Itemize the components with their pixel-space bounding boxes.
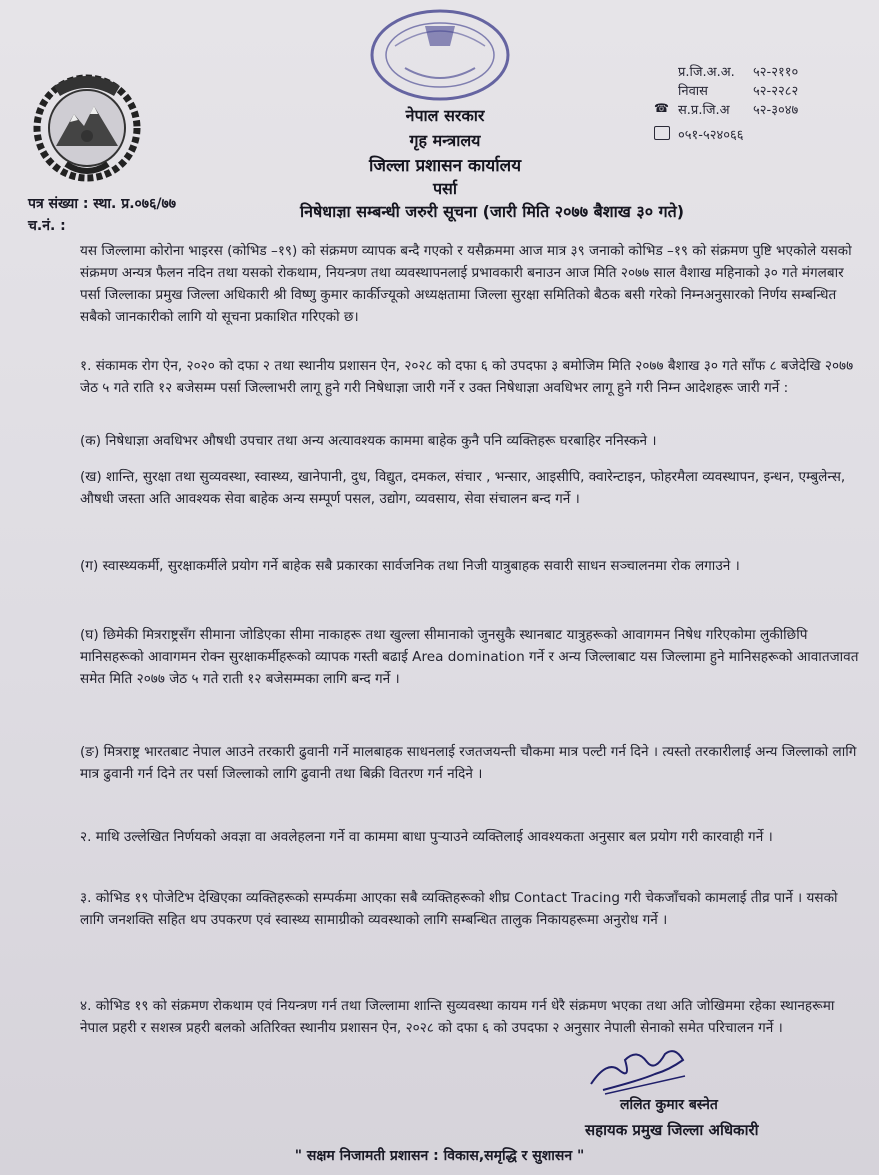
decision-1-kha: (ख) शान्ति, सुरक्षा तथा सुव्यवस्था, स्वास्थ्य, खानेपानी, दुध, विद्युत, दमकल, संचार , भन्सार, आइसीपि, क्वारेन्टाइन, फोहरमैला व्यवस्थापन, इन्धन, एम्बुलेन्स, औषधी जस्ता अति आवश्यक सेवा बाहेक अन्य सम्पूर्ण पसल, उद्योग, व्यवसाय, सेवा संचालन बन्द गर्ने । <box>80 469 846 507</box>
decision-2: २. माथि उल्लेखित निर्णयको अवज्ञा वा अवलेहलना गर्ने वा काममा बाधा पुर्‍याउने व्यक्तिलाई आवश्यकता अनुसार बल प्रयोग गरी कारवाही गर्ने । <box>80 829 773 845</box>
signatory-title: सहायक प्रमुख जिल्ला अधिकारी <box>585 1121 759 1139</box>
phone-icon: ☎ <box>654 101 669 115</box>
decision-4: ४. कोभिड १९ को संक्रमण रोकथाम एवं नियन्त्रण गर्न तथा जिल्लामा शान्ति सुव्यवस्था कायम गर्न धेरै संक्रमण भएका तथा अति जोखिममा रहेका स्थानहरूमा नेपाल प्रहरी र सशस्त्र प्रहरी बलको अतिरिक्त स्थानीय प्रशासन ऐन, २०२८ को दफा ६ को उपदफा २ अनुसार नेपाली सेनाको समेत परिचालन गर्ने । <box>80 998 835 1036</box>
intro-paragraph: यस जिल्लामा कोरोना भाइरस (कोभिड –१९) को संक्रमण व्यापक बन्दै गएको र यसैक्रममा आज मात्र ३९ जनाको कोभिड –१९ को संक्रमण पुष्टि भएकोले यसको संक्रमण अन्यत्र फैलन नदिन तथा यसको रोकथाम, नियन्त्रण तथा व्यवस्थापनलाई प्रभावकारी बनाउन आज मिति २०७७ साल वैशाख महिनाको ३० गते मंगलबार पर्सा जिल्लाका प्रमुख जिल्ला अधिकारी श्री विष्णु कुमार कार्कीज्यूको अध्यक्षतामा जिल्ला सुरक्षा समितिको बैठक बसी गरेको निम्नअनुसारको निर्णय सम्बन्धित सबैको जानकारीको लागि यो सूचना प्रकाशित गरिएको छ। <box>80 243 852 325</box>
decision-1-ka: (क) निषेधाज्ञा अवधिभर औषधी उपचार तथा अन्य अत्यावश्यक काममा बाहेक कुनै पनि व्यक्तिहरू घरबाहिर ननिस्कने । <box>80 433 657 449</box>
footer-motto: " सक्षम निजामती प्रशासन : विकास,समृद्धि र सुशासन " <box>294 1148 585 1164</box>
decision-1-gha: (घ) छिमेकी मित्रराष्ट्रसँग सीमाना जोडिएका सीमा नाकाहरू तथा खुल्ला सीमानाको जुनसुकै स्थानबाट यात्रुहरूको आवागमन निषेध गरिएकोमा लुकीछिपि मानिसहरूको आवागमन रोक्न सुरक्षाकर्मीहरूको व्यापक गस्ती बढाई Area domination गर्ने र अन्य जिल्लाबाट यस जिल्लामा हुने मानिसहरूको आवातजावत समेत मिति २०७७ जेठ ५ गते राती १२ बजेसम्मका लागि बन्द गर्ने । <box>80 627 859 687</box>
header-ministry: गृह मन्त्रालय <box>409 131 481 150</box>
header-office: जिल्ला प्रशासन कार्यालय <box>368 156 522 176</box>
dispatch-number: च.नं. : <box>28 218 66 234</box>
fax-icon <box>654 126 670 140</box>
handwritten-signature <box>585 1040 695 1100</box>
letter-number: पत्र संख्या : स्था. प्र.०७६/७७ <box>28 196 177 212</box>
notice-title: निषेधाज्ञा सम्बन्धी जरुरी सूचना (जारी मिति २०७७ बैशाख ३० गते) <box>300 202 685 221</box>
decision-1: १. संकामक रोग ऐन, २०२० को दफा २ तथा स्थानीय प्रशासन ऐन, २०२८ को दफा ६ को उपदफा ३ बमोजिम मिति २०७७ बैशाख ३० गते साँफ ८ बजेदेखि २०७७ जेठ ५ गते राति १२ बजेसम्म पर्सा जिल्लाभरी लागू हुने गरी निषेधाज्ञा जारी गर्ने र उक्त निषेधाज्ञा अवधिभर लागू हुने गरी निम्न आदेशहरू जारी गर्ने : <box>80 358 854 396</box>
decision-3: ३. कोभिड १९ पोजेटिभ देखिएका व्यक्तिहरूको सम्पर्कमा आएका सबै व्यक्तिहरूको शीघ्र Contact Tracing गरी चेकजाँचको कामलाई तीव्र पार्ने । यसको लागि जनशक्ति सहित थप उपकरण एवं स्वास्थ्य सामाग्रीको व्यवस्थाको लागि सम्बन्धित तालुक निकायहरूमा अनुरोध गर्ने । <box>80 890 838 928</box>
contact-value-residence: ५२-२२८२ <box>753 84 799 99</box>
contact-value-cdo: ५२-२११० <box>753 65 799 80</box>
header-government: नेपाल सरकार <box>405 106 485 125</box>
header-district: पर्सा <box>432 179 458 198</box>
decision-1-ga: (ग) स्वास्थ्यकर्मी, सुरक्षाकर्मीले प्रयोग गर्ने बाहेक सबै प्रकारका सार्वजनिक तथा निजी यात्रुबाहक सवारी साधन सञ्चालनमा रोक लगाउने । <box>80 558 740 574</box>
contact-value-acdo: ५२-३०४७ <box>753 103 799 118</box>
contact-label-acdo: स.प्र.जि.अ <box>678 103 730 118</box>
contact-label-residence: निवास <box>678 84 708 99</box>
signatory-name: ललित कुमार बस्नेत <box>620 1097 718 1113</box>
nepal-government-emblem <box>26 66 148 184</box>
contact-value-fax: ०५१-५२४०६६ <box>678 128 744 143</box>
office-stamp <box>365 6 515 104</box>
decision-1-nga: (ङ) मित्रराष्ट्र भारतबाट नेपाल आउने तरकारी ढुवानी गर्ने मालबाहक साधनलाई रजतजयन्ती चौकमा मात्र पल्टी गर्न दिने । त्यस्तो तरकारीलाई अन्य जिल्लाको लागि मात्र ढुवानी गर्न दिने तर पर्सा जिल्लाको लागि ढुवानी तथा बिक्री वितरण गर्न नदिने । <box>80 744 857 782</box>
contact-label-cdo: प्र.जि.अ.अ. <box>678 65 735 80</box>
